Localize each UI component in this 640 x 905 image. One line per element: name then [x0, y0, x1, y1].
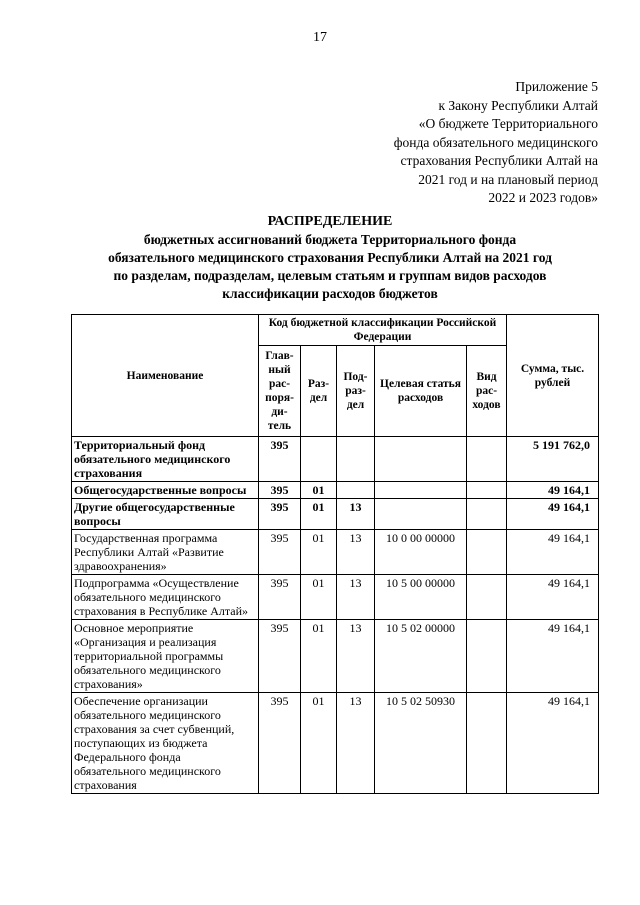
- table-row: [72, 437, 599, 482]
- row-name: Основное мероприятие «Организация и реализация территориальной программы обязательного медицинского страхования»: [72, 620, 259, 693]
- row-amount: 49 164,1: [507, 530, 599, 575]
- header-target-article: Целевая статья расходов: [375, 346, 467, 437]
- row-subsection: 13: [337, 530, 375, 575]
- row-amount: 49 164,1: [507, 575, 599, 620]
- row-name: Подпрограмма «Осуществление обязательного медицинского страхования в Республике Алтай»: [72, 575, 259, 620]
- row-subsection: 13: [337, 620, 375, 693]
- row-subsection: [337, 437, 375, 482]
- row-subsection: 13: [337, 693, 375, 794]
- document-heading: [60, 213, 600, 303]
- heading-line: по разделам, подразделам, целевым статьям и группам видов расходов: [113, 268, 547, 283]
- row-target-article: 10 5 00 00000: [375, 575, 467, 620]
- row-name: Государственная программа Республики Алтай «Развитие здравоохранения»: [72, 530, 259, 575]
- table-row: [72, 620, 599, 693]
- row-name: Обеспечение организации обязательного медицинского страхования за счет субвенций, поступающих из бюджета Федерального фонда обязательного медицинского страхования: [72, 693, 259, 794]
- row-amount: 49 164,1: [507, 499, 599, 530]
- table-row: [72, 499, 599, 530]
- row-main-manager: 395: [259, 620, 301, 693]
- row-main-manager: 395: [259, 437, 301, 482]
- row-expense-kind: [467, 620, 507, 693]
- row-name: Территориальный фонд обязательного медицинского страхования: [72, 437, 259, 482]
- appendix-line: 2022 и 2023 годов»: [488, 190, 598, 205]
- appendix-line: к Закону Республики Алтай: [438, 97, 598, 113]
- page-number: 17: [313, 30, 327, 45]
- row-section: 01: [301, 693, 337, 794]
- appendix-line: Приложение 5: [515, 79, 598, 94]
- appendix-line: 2021 год и на плановый период: [418, 171, 598, 187]
- row-target-article: 10 5 02 00000: [375, 620, 467, 693]
- row-name: Другие общегосударственные вопросы: [72, 499, 259, 530]
- heading-line: бюджетных ассигнований бюджета Территориального фонда: [143, 232, 517, 247]
- table-row: [72, 530, 599, 575]
- row-target-article: [375, 499, 467, 530]
- header-row-top: [72, 315, 599, 346]
- row-amount: 49 164,1: [507, 482, 599, 499]
- row-amount: 49 164,1: [507, 693, 599, 794]
- appendix-line: фонда обязательного медицинского: [393, 134, 598, 150]
- row-expense-kind: [467, 530, 507, 575]
- row-main-manager: 395: [259, 530, 301, 575]
- row-section: 01: [301, 530, 337, 575]
- row-main-manager: 395: [259, 482, 301, 499]
- row-expense-kind: [467, 482, 507, 499]
- row-target-article: 10 5 02 50930: [375, 693, 467, 794]
- header-section: Раз-дел: [301, 346, 337, 437]
- appendix-line: «О бюджете Территориального: [418, 116, 598, 131]
- table-row: [72, 693, 599, 794]
- row-expense-kind: [467, 693, 507, 794]
- row-subsection: [337, 482, 375, 499]
- row-section: [301, 437, 337, 482]
- row-subsection: 13: [337, 575, 375, 620]
- heading-line: классификации расходов бюджетов: [222, 286, 438, 301]
- header-name: Наименование: [72, 315, 259, 437]
- header-main-manager: Глав-ный рас-поря-ди-тель: [259, 346, 301, 437]
- row-amount: 5 191 762,0: [507, 437, 599, 482]
- header-code-group: Код бюджетной классификации Российской Федерации: [259, 315, 507, 346]
- header-subsection: Под-раз-дел: [337, 346, 375, 437]
- heading-line: обязательного медицинского страхования Республики Алтай на 2021 год: [108, 250, 552, 265]
- row-expense-kind: [467, 437, 507, 482]
- table-row: [72, 575, 599, 620]
- row-target-article: 10 0 00 00000: [375, 530, 467, 575]
- heading-title: РАСПРЕДЕЛЕНИЕ: [267, 214, 393, 229]
- appendix-line: страхования Республики Алтай на: [400, 153, 598, 168]
- header-amount: Сумма, тыс. рублей: [507, 315, 599, 437]
- row-expense-kind: [467, 575, 507, 620]
- row-main-manager: 395: [259, 575, 301, 620]
- header-expense-kind: Вид рас-ходов: [467, 346, 507, 437]
- row-name: Общегосударственные вопросы: [72, 482, 259, 499]
- row-section: 01: [301, 482, 337, 499]
- row-target-article: [375, 482, 467, 499]
- row-target-article: [375, 437, 467, 482]
- row-section: 01: [301, 620, 337, 693]
- row-section: 01: [301, 575, 337, 620]
- appendix-note: [298, 78, 598, 208]
- row-section: 01: [301, 499, 337, 530]
- row-expense-kind: [467, 499, 507, 530]
- row-main-manager: 395: [259, 693, 301, 794]
- row-subsection: 13: [337, 499, 375, 530]
- row-amount: 49 164,1: [507, 620, 599, 693]
- budget-table: [71, 314, 599, 794]
- row-main-manager: 395: [259, 499, 301, 530]
- table-row: [72, 482, 599, 499]
